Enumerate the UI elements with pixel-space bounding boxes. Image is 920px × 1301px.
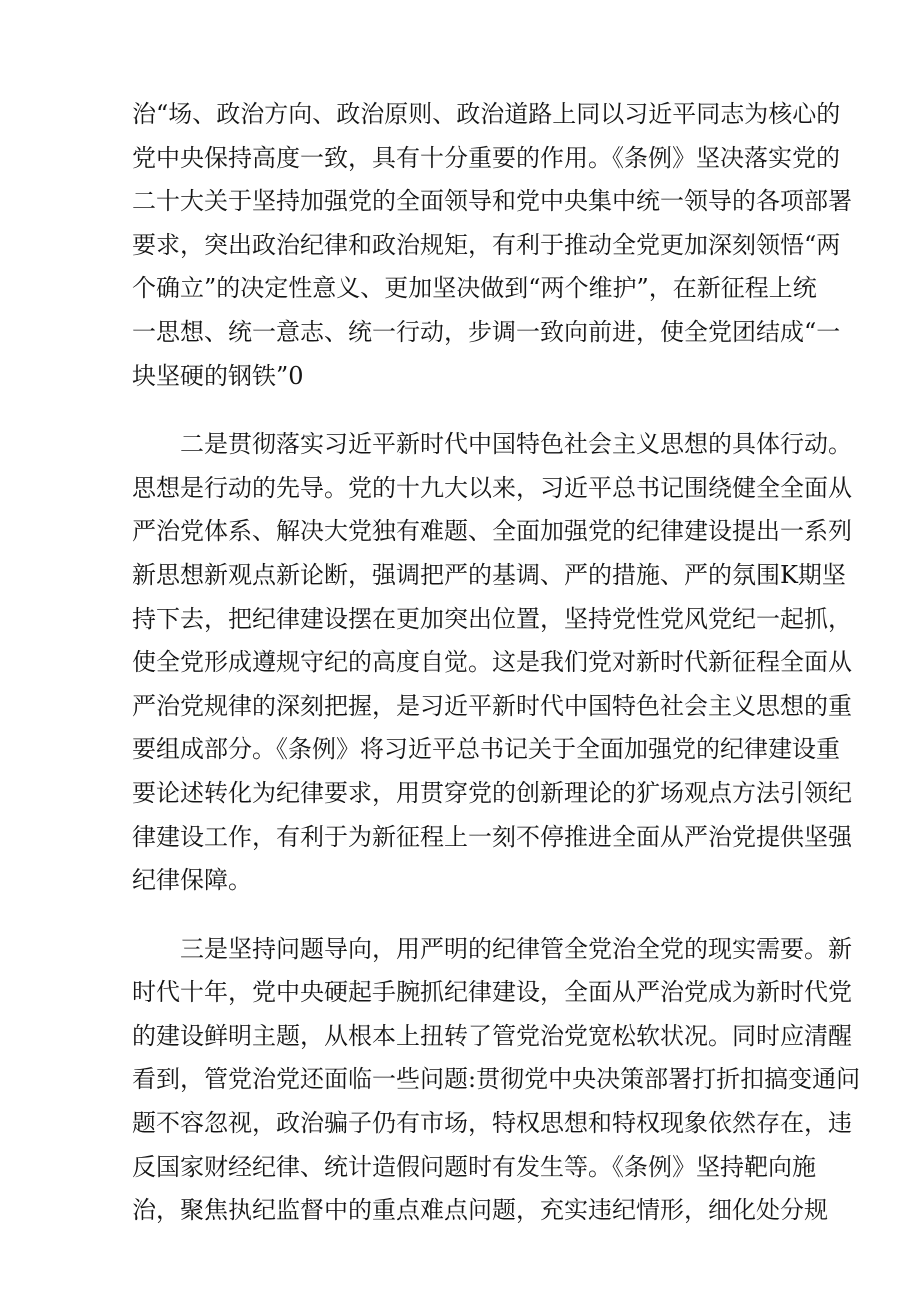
text-line: 新思想新观点新论断，强调把严的基调、严的措施、严的氛围K期坚	[132, 560, 846, 589]
paragraph-2	[132, 423, 852, 903]
text-line: 律建设工作，有利于为新征程上一刻不停推进全面从严治党提供坚强	[132, 822, 852, 851]
text-line: 思想是行动的先导。党的十九大以来，习近平总书记围绕健全全面从	[132, 473, 852, 502]
text-line: 个确立”的决定性意义、更加坚决做到“两个维护”，在新征程上统	[132, 274, 817, 303]
text-line: 要求，突出政治纪律和政治规矩，有利于推动全党更加深刻领悟“两	[132, 230, 841, 259]
text-line: 二十大关于坚持加强党的全面领导和党中央集中统一领导的各项部署	[132, 187, 852, 216]
paragraph-3	[132, 928, 861, 1233]
paragraph-1	[132, 93, 852, 398]
text-line: 三是坚持问题导向，用严明的纪律管全党治全党的现实需要。新	[180, 934, 852, 963]
text-line: 治，聚焦执纪监督中的重点难点问题，充实违纪情形，细化处分规	[132, 1196, 828, 1225]
text-line: 二是贯彻落实习近平新时代中国特色社会主义思想的具体行动。	[180, 430, 852, 459]
text-line: 要组成部分。《条例》将习近平总书记关于全面加强党的纪律建设重	[132, 735, 840, 764]
text-line: 持下去，把纪律建设摆在更加突出位置，坚持党性党风党纪一起抓，	[132, 604, 852, 633]
text-line: 时代十年，党中央硬起手腕抓纪律建设，全面从严治党成为新时代党	[132, 978, 852, 1007]
text-line: 使全党形成遵规守纪的高度自觉。这是我们党对新时代新征程全面从	[132, 648, 852, 677]
text-line: 一思想、统一意志、统一行动，步调一致向前进，使全党团结成“一	[132, 317, 841, 346]
text-line: 党中央保持高度一致，具有十分重要的作用。《条例》坚决落实党的	[132, 143, 840, 172]
document-body	[132, 93, 861, 1233]
text-line: 严治党规律的深刻把握，是习近平新时代中国特色社会主义思想的重	[132, 691, 852, 720]
text-line: 看到，管党治党还面临一些问题:贯彻党中央决策部署打折扣搞变通问	[132, 1065, 861, 1094]
text-line: 要论述转化为纪律要求，用贯穿党的创新理论的犷场观点方法引领纪	[132, 778, 852, 807]
text-line: 反国家财经纪律、统计造假问题时有发生等。《条例》坚持靶向施	[132, 1152, 816, 1181]
paragraph-gap	[132, 903, 792, 928]
text-line: 块坚硬的钢铁”0	[132, 361, 304, 390]
paragraph-gap	[132, 398, 792, 423]
text-line: 纪律保障。	[132, 866, 252, 895]
text-line: 题不容忽视，政治骗子仍有市场，特权思想和特权现象依然存在，违	[132, 1109, 852, 1138]
text-line: 严治党体系、解决大党独有难题、全面加强党的纪律建设提出一系列	[132, 517, 852, 546]
text-line: 治“场、政治方向、政治原则、政治道路上同以习近平同志为核心的	[132, 100, 841, 128]
text-line: 的建设鲜明主题，从根本上扭转了管党治党宽松软状况。同时应清醒	[132, 1021, 852, 1050]
